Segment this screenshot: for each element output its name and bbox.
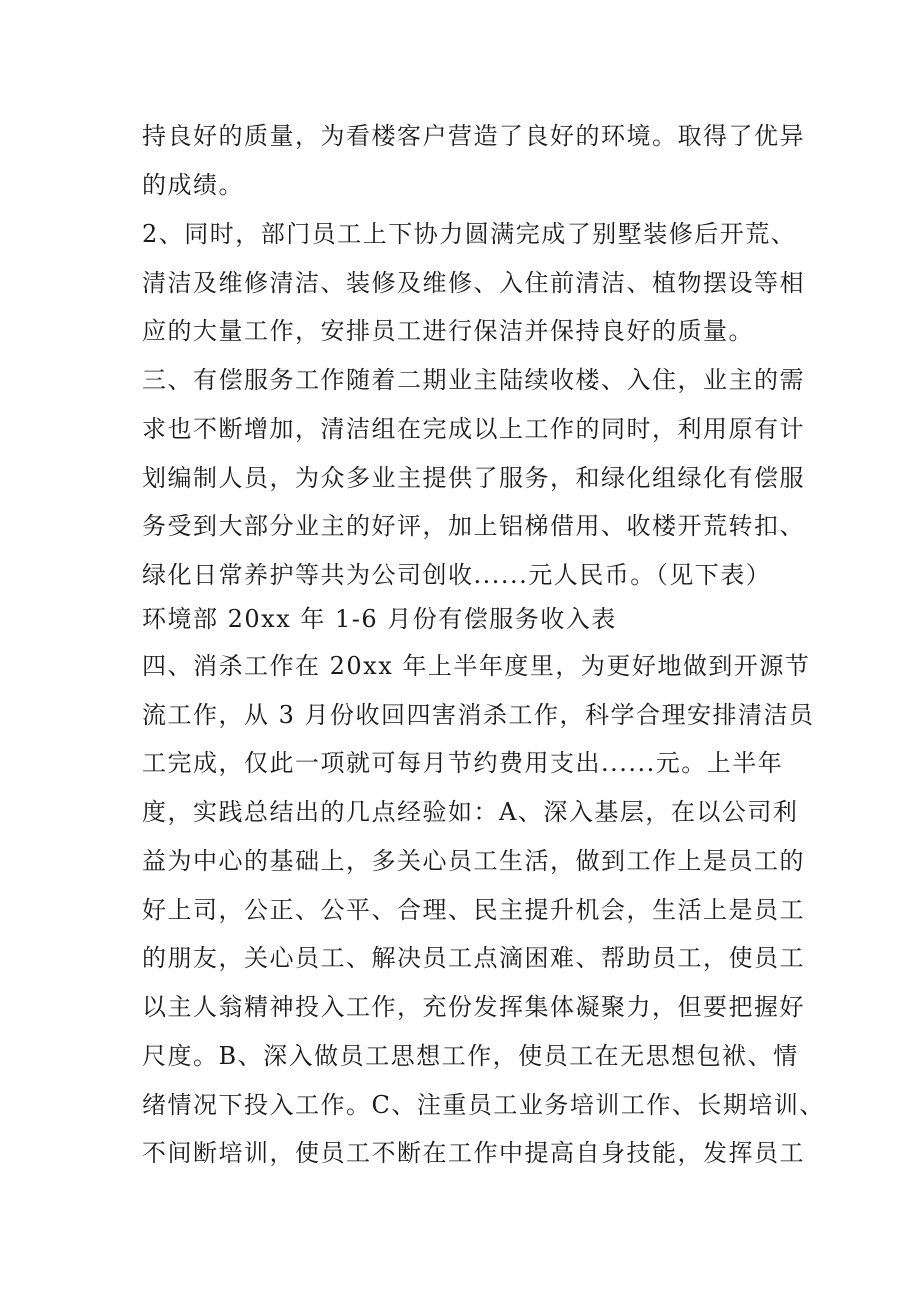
text-line: 求也不断增加，清洁组在完成以上工作的同时，利用原有计 (142, 415, 805, 443)
text-line: 三、有偿服务工作随着二期业主陆续收楼、入住，业主的需 (142, 366, 805, 394)
text-line: 尺度。B、深入做员工思想工作，使员工在无思想包袱、情 (142, 1042, 799, 1070)
text-line: 益为中心的基础上，多关心员工生活，做到工作上是员工的 (142, 847, 805, 875)
text-line: 划编制人员，为众多业主提供了服务，和绿化组绿化有偿服 (142, 464, 805, 492)
text-line: 的朋友，关心员工、解决员工点滴困难、帮助员工，使员工 (142, 944, 805, 972)
text-line: 以主人翁精神投入工作，充份发挥集体凝聚力，但要把握好 (142, 993, 805, 1021)
text-line: 绿化日常养护等共为公司创收......元人民币。（见下表） (142, 561, 772, 589)
text-line: 流工作，从 3 月份收回四害消杀工作，科学合理安排清洁员 (142, 701, 815, 729)
text-line: 工完成，仅此一项就可每月节约费用支出......元。上半年 (142, 749, 784, 777)
text-line: 清洁及维修清洁、装修及维修、入住前清洁、植物摆设等相 (142, 269, 805, 297)
text-line: 的成绩。 (142, 171, 244, 199)
text-line: 不间断培训，使员工不断在工作中提高自身技能，发挥员工 (142, 1139, 805, 1167)
text-line: 好上司，公正、公平、合理、民主提升机会，生活上是员工 (142, 896, 805, 924)
text-line: 度，实践总结出的几点经验如：A、深入基层，在以公司利 (142, 798, 799, 826)
text-line: 2、同时，部门员工上下协力圆满完成了别墅装修后开荒、 (142, 220, 797, 248)
table-caption: 环境部 20xx 年 1-6 月份有偿服务收入表 (142, 605, 617, 633)
text-line: 四、消杀工作在 20xx 年上半年度里，为更好地做到开源节 (142, 652, 811, 680)
text-line: 持良好的质量，为看楼客户营造了良好的环境。取得了优异 (142, 122, 805, 150)
text-line: 绪情况下投入工作。C、注重员工业务培训工作、长期培训、 (142, 1091, 825, 1119)
text-line: 应的大量工作，安排员工进行保洁并保持良好的质量。 (142, 317, 754, 345)
text-line: 务受到大部分业主的好评，加上铝梯借用、收楼开荒转扣、 (142, 512, 805, 540)
